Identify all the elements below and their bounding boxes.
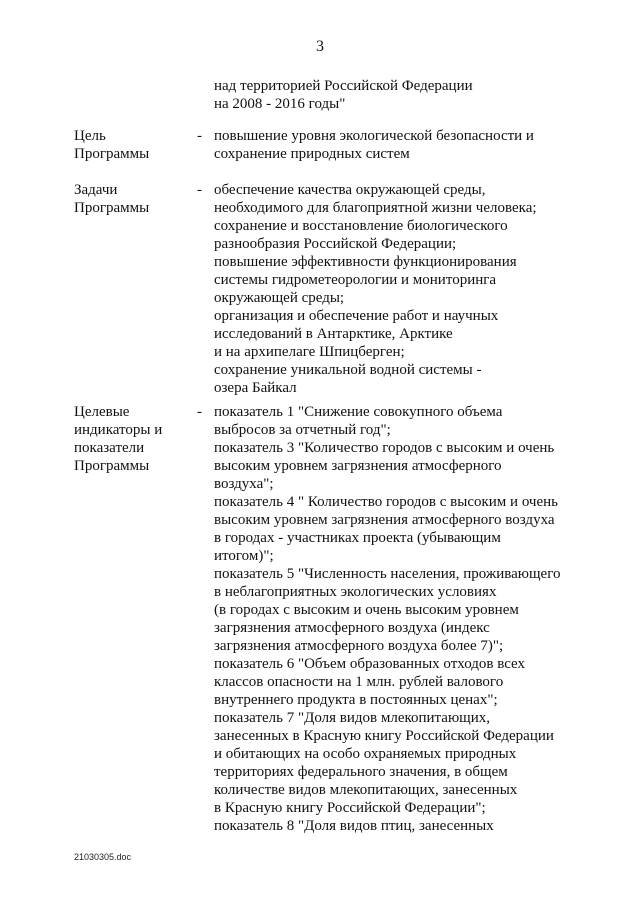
text-line: показатель 7 "Доля видов млекопитающих, (214, 710, 490, 726)
text-line: количестве видов млекопитающих, занесенных (214, 782, 518, 798)
text-line: показатель 1 "Снижение совокупного объема (214, 404, 503, 420)
label-line: Цель (74, 128, 106, 144)
section-body (214, 181, 640, 397)
text-line: (в городах с высоким и очень высоким уровнем (214, 602, 519, 618)
text-line: выбросов за отчетный год"; (214, 422, 391, 438)
label-line: Программы (74, 458, 150, 474)
text-line: в неблагоприятных экологических условиях (214, 584, 497, 600)
text-line: обеспечение качества окружающей среды, (214, 182, 486, 198)
text-line: сохранение природных систем (214, 146, 410, 162)
text-line: внутреннего продукта в постоянных ценах"; (214, 692, 498, 708)
text-line: повышение уровня экологической безопасности и (214, 128, 534, 144)
dash: - (197, 404, 202, 420)
text-line: воздуха"; (214, 476, 274, 492)
section-label (74, 181, 194, 217)
dash: - (197, 128, 202, 144)
text-line: озера Байкал (214, 380, 297, 396)
text-line: организация и обеспечение работ и научных (214, 308, 499, 324)
section-label (74, 127, 194, 163)
text-line: показатель 5 "Численность населения, проживающего (214, 566, 561, 582)
text-line: и обитающих на особо охраняемых природных (214, 746, 517, 762)
text-line: над территорией Российской Федерации (214, 78, 473, 94)
dash: - (197, 182, 202, 198)
text-line: разнообразия Российской Федерации; (214, 236, 457, 252)
section-body (214, 127, 640, 163)
label-line: Задачи (74, 182, 118, 198)
label-line: Целевые (74, 404, 130, 420)
text-line: загрязнения атмосферного воздуха более 7)"; (214, 638, 504, 654)
text-line: системы гидрометеорологии и мониторинга (214, 272, 497, 288)
text-line: загрязнения атмосферного воздуха (индекс (214, 620, 490, 636)
label-line: показатели (74, 440, 145, 456)
text-line: в городах - участниках проекта (убывающим (214, 530, 501, 546)
text-line: показатель 4 " Количество городов с высоким и очень (214, 494, 558, 510)
text-line: территориях федерального значения, в общем (214, 764, 508, 780)
text-line: высоким уровнем загрязнения атмосферного (214, 458, 502, 474)
text-line: показатель 3 "Количество городов с высоким и очень (214, 440, 555, 456)
text-line: занесенных в Красную книгу Российской Федерации (214, 728, 554, 744)
text-line: на 2008 - 2016 годы" (214, 96, 346, 112)
text-line: необходимого для благоприятной жизни человека; (214, 200, 537, 216)
label-line: индикаторы и (74, 422, 163, 438)
text-line: повышение эффективности функционирования (214, 254, 517, 270)
text-line: классов опасности на 1 млн. рублей валового (214, 674, 504, 690)
section-label (74, 403, 194, 475)
label-line: Программы (74, 200, 150, 216)
text-line: сохранение и восстановление биологического (214, 218, 508, 234)
text-line: высоким уровнем загрязнения атмосферного воздуха (214, 512, 555, 528)
continuation-text (214, 77, 640, 113)
text-line: окружающей среды; (214, 290, 345, 306)
text-line: показатель 6 "Объем образованных отходов всех (214, 656, 526, 672)
text-line: итогом)"; (214, 548, 274, 564)
text-line: и на архипелаге Шпицберген; (214, 344, 405, 360)
text-line: в Красную книгу Российской Федерации"; (214, 800, 486, 816)
section-body (214, 403, 640, 835)
footer-filename: 21030305.doc (74, 852, 132, 862)
text-line: исследований в Антарктике, Арктике (214, 326, 453, 342)
label-line: Программы (74, 146, 150, 162)
text-line: показатель 8 "Доля видов птиц, занесенных (214, 818, 494, 834)
page-number: 3 (316, 38, 324, 55)
text-line: сохранение уникальной водной системы - (214, 362, 482, 378)
